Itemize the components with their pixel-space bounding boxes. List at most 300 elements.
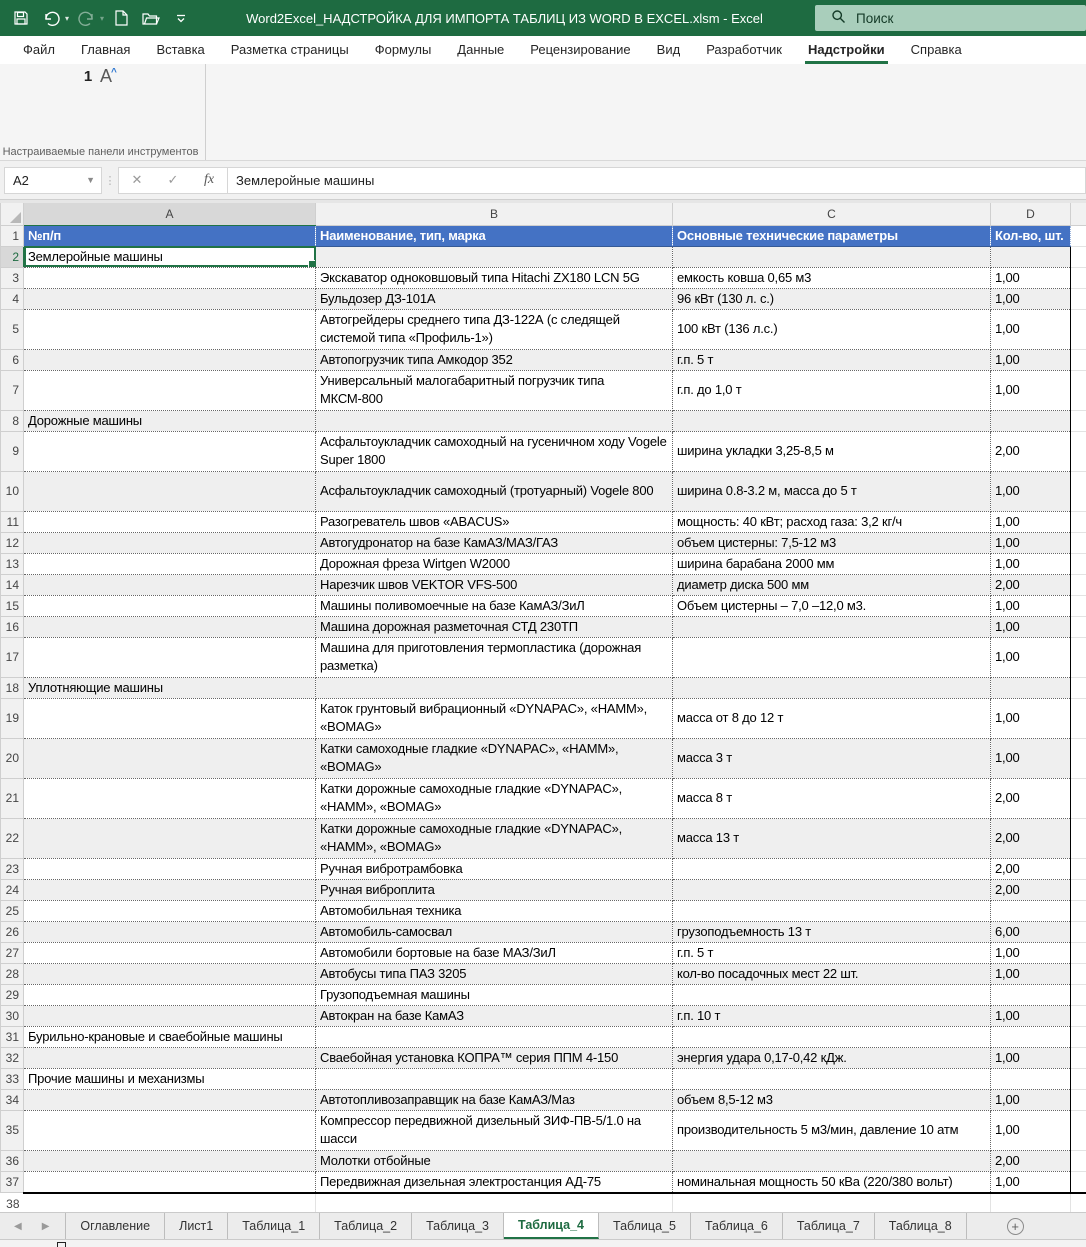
cell-D9[interactable]: 2,00: [991, 431, 1071, 471]
cell-A32[interactable]: [24, 1047, 316, 1068]
cell-B31[interactable]: [316, 1026, 673, 1047]
cell-A22[interactable]: [24, 818, 316, 858]
spreadsheet: [0, 203, 1086, 1212]
cell-D29[interactable]: [991, 984, 1071, 1005]
grid-row-17: [1, 637, 1086, 677]
cell-E3[interactable]: [1071, 267, 1086, 288]
sheet-nav-right-icon[interactable]: ▶: [41, 1220, 50, 1232]
cell-B34[interactable]: Автотопливозаправщик на базе КамАЗ/Маз: [316, 1089, 673, 1110]
row-header-17[interactable]: 17: [1, 637, 24, 677]
cell-E8[interactable]: [1071, 410, 1086, 431]
cell-A29[interactable]: [24, 984, 316, 1005]
ribbon-group-label: Настраиваемые панели инструментов: [2, 146, 199, 158]
cell-C18[interactable]: [673, 677, 991, 698]
grid-row-29: [1, 984, 1086, 1005]
cell-D6[interactable]: 1,00: [991, 349, 1071, 370]
cell-C6[interactable]: г.п. 5 т: [673, 349, 991, 370]
cell-A16[interactable]: [24, 616, 316, 637]
cell-A4[interactable]: [24, 288, 316, 309]
cell-C1[interactable]: Основные технические параметры: [673, 225, 991, 246]
cell-E11[interactable]: [1071, 511, 1086, 532]
cell-C35[interactable]: производительность 5 м3/мин, давление 10 атм: [673, 1110, 991, 1150]
cell-E27[interactable]: [1071, 942, 1086, 963]
cell-C23[interactable]: [673, 858, 991, 879]
cell-D21[interactable]: 2,00: [991, 778, 1071, 818]
cell-D10[interactable]: 1,00: [991, 471, 1071, 511]
row-header-37[interactable]: 37: [1, 1171, 24, 1193]
row-header-29[interactable]: 29: [1, 984, 24, 1005]
cell-D17[interactable]: 1,00: [991, 637, 1071, 677]
cell-C9[interactable]: ширина укладки 3,25-8,5 м: [673, 431, 991, 471]
grid-row-32: [1, 1047, 1086, 1068]
row-header-30[interactable]: 30: [1, 1005, 24, 1026]
cell-E19[interactable]: [1071, 698, 1086, 738]
cell-B33[interactable]: [316, 1068, 673, 1089]
row-header-38[interactable]: 38: [1, 1193, 24, 1213]
row-header-5[interactable]: 5: [1, 309, 24, 349]
undo-dropdown-icon[interactable]: ▾: [65, 13, 70, 23]
cell-B10[interactable]: Асфальтоукладчик самоходный (тротуарный) Vogele 800: [316, 471, 673, 511]
cell-A14[interactable]: [24, 574, 316, 595]
row-header-18[interactable]: 18: [1, 677, 24, 698]
cell-A28[interactable]: [24, 963, 316, 984]
cell-B16[interactable]: Машина дорожная разметочная СТД 230ТП: [316, 616, 673, 637]
cell-A20[interactable]: [24, 738, 316, 778]
row-header-25[interactable]: 25: [1, 900, 24, 921]
cell-B37[interactable]: Передвижная дизельная электростанция АД-75: [316, 1171, 673, 1193]
cell-B2[interactable]: [316, 246, 673, 267]
sheet-tabs: [65, 1213, 966, 1239]
cell-A9[interactable]: [24, 431, 316, 471]
grid-row-19: [1, 698, 1086, 738]
cell-E30[interactable]: [1071, 1005, 1086, 1026]
cell-B26[interactable]: Автомобиль-самосвал: [316, 921, 673, 942]
row-header-11[interactable]: 11: [1, 511, 24, 532]
cell-E21[interactable]: [1071, 778, 1086, 818]
cell-A37[interactable]: [24, 1171, 316, 1193]
cell-E25[interactable]: [1071, 900, 1086, 921]
row-header-13[interactable]: 13: [1, 553, 24, 574]
sheet-tab-Таблица_1[interactable]: Таблица_1: [228, 1213, 320, 1239]
row-header-20[interactable]: 20: [1, 738, 24, 778]
cell-D14[interactable]: 2,00: [991, 574, 1071, 595]
cell-B12[interactable]: Автогудронатор на базе КамАЗ/МАЗ/ГАЗ: [316, 532, 673, 553]
customize-qat-icon[interactable]: [168, 5, 194, 31]
cell-D3[interactable]: 1,00: [991, 267, 1071, 288]
sheet-tab-Таблица_6[interactable]: Таблица_6: [691, 1213, 783, 1239]
cell-B20[interactable]: Катки самоходные гладкие «DYNAPAC», «HAMM», «BOMAG»: [316, 738, 673, 778]
cell-E18[interactable]: [1071, 677, 1086, 698]
cell-D31[interactable]: [991, 1026, 1071, 1047]
status-bar: [0, 1239, 1086, 1247]
ribbon-tab-Вставка[interactable]: Вставка: [156, 42, 205, 57]
cell-B3[interactable]: Экскаватор одноковшовый типа Hitachi ZX180 LCN 5G: [316, 267, 673, 288]
cell-A18[interactable]: Уплотняющие машины: [24, 677, 316, 698]
cell-B22[interactable]: Катки дорожные самоходные гладкие «DYNAPAC», «HAMM», «BOMAG»: [316, 818, 673, 858]
grid-row-15: [1, 595, 1086, 616]
cell-D19[interactable]: 1,00: [991, 698, 1071, 738]
cell-E15[interactable]: [1071, 595, 1086, 616]
cell-B13[interactable]: Дорожная фреза Wirtgen W2000: [316, 553, 673, 574]
row-header-6[interactable]: 6: [1, 349, 24, 370]
cell-C2[interactable]: [673, 246, 991, 267]
ribbon-tab-Разработчик[interactable]: Разработчик: [706, 42, 782, 57]
cell-D34[interactable]: 1,00: [991, 1089, 1071, 1110]
status-bar-icon: [57, 1242, 66, 1247]
cell-E10[interactable]: [1071, 471, 1086, 511]
cell-C15[interactable]: Объем цистерны – 7,0 –12,0 м3.: [673, 595, 991, 616]
cell-B7[interactable]: Универсальный малогабаритный погрузчик типа МКСМ-800: [316, 370, 673, 410]
cell-A12[interactable]: [24, 532, 316, 553]
ribbon-tab-Файл[interactable]: Файл: [23, 42, 55, 57]
cell-B21[interactable]: Катки дорожные самоходные гладкие «DYNAPAC», «HAMM», «BOMAG»: [316, 778, 673, 818]
grid-row-14: [1, 574, 1086, 595]
cell-B27[interactable]: Автомобили бортовые на базе МАЗ/ЗиЛ: [316, 942, 673, 963]
name-box-dropdown-icon[interactable]: ▼: [86, 175, 95, 185]
custom-toolbar-button-1[interactable]: 1: [83, 68, 93, 85]
cell-B17[interactable]: Машина для приготовления термопластика (дорожная разметка): [316, 637, 673, 677]
cell-E29[interactable]: [1071, 984, 1086, 1005]
ribbon-tab-Главная[interactable]: Главная: [80, 42, 131, 57]
cell-C17[interactable]: [673, 637, 991, 677]
cell-D11[interactable]: 1,00: [991, 511, 1071, 532]
cell-D13[interactable]: 1,00: [991, 553, 1071, 574]
cell-E33[interactable]: [1071, 1068, 1086, 1089]
cell-A6[interactable]: [24, 349, 316, 370]
row-header-34[interactable]: 34: [1, 1089, 24, 1110]
cell-D23[interactable]: 2,00: [991, 858, 1071, 879]
cell-A19[interactable]: [24, 698, 316, 738]
cell-B25[interactable]: Автомобильная техника: [316, 900, 673, 921]
cell-B24[interactable]: Ручная виброплита: [316, 879, 673, 900]
cell-D20[interactable]: 1,00: [991, 738, 1071, 778]
cell-B19[interactable]: Каток грунтовый вибрационный «DYNAPAC», «HAMM», «BOMAG»: [316, 698, 673, 738]
sheet-tab-Лист1[interactable]: Лист1: [165, 1213, 228, 1239]
cell-A26[interactable]: [24, 921, 316, 942]
row-header-1[interactable]: 1: [1, 225, 24, 246]
cell-C26[interactable]: грузоподъемность 13 т: [673, 921, 991, 942]
cell-D28[interactable]: 1,00: [991, 963, 1071, 984]
cell-E1[interactable]: [1071, 225, 1086, 246]
cell-A10[interactable]: [24, 471, 316, 511]
sheet-tab-Таблица_4[interactable]: Таблица_4: [504, 1213, 599, 1239]
ribbon-tab-Надстройки[interactable]: Надстройки: [795, 38, 898, 64]
cell-C13[interactable]: ширина барабана 2000 мм: [673, 553, 991, 574]
row-header-19[interactable]: 19: [1, 698, 24, 738]
cell-E36[interactable]: [1071, 1150, 1086, 1171]
cell-C19[interactable]: масса от 8 до 12 т: [673, 698, 991, 738]
ribbon-body: [0, 64, 1086, 161]
grid-row-10: [1, 471, 1086, 511]
cell-C7[interactable]: г.п. до 1,0 т: [673, 370, 991, 410]
ribbon-tab-Вид[interactable]: Вид: [656, 42, 681, 57]
cell-D4[interactable]: 1,00: [991, 288, 1071, 309]
row-header-33[interactable]: 33: [1, 1068, 24, 1089]
cell-B14[interactable]: Нарезчик швов VEKTOR VFS-500: [316, 574, 673, 595]
grid-row-20: [1, 738, 1086, 778]
redo-icon: [73, 5, 99, 31]
cell-A23[interactable]: [24, 858, 316, 879]
cell-C25[interactable]: [673, 900, 991, 921]
cell-C20[interactable]: масса 3 т: [673, 738, 991, 778]
row-header-15[interactable]: 15: [1, 595, 24, 616]
cell-E22[interactable]: [1071, 818, 1086, 858]
cell-E20[interactable]: [1071, 738, 1086, 778]
cell-B32[interactable]: Сваебойная установка КОПРА™ серия ППМ 4-150: [316, 1047, 673, 1068]
cell-C12[interactable]: объем цистерны: 7,5-12 м3: [673, 532, 991, 553]
row-header-36[interactable]: 36: [1, 1150, 24, 1171]
cell-C32[interactable]: энергия удара 0,17-0,42 кДж.: [673, 1047, 991, 1068]
cell-C36[interactable]: [673, 1150, 991, 1171]
redo-dropdown-icon: ▾: [100, 13, 105, 23]
ribbon-tab-Формулы[interactable]: Формулы: [374, 42, 432, 57]
formula-buttons: [118, 167, 228, 194]
sheet-nav: [0, 1213, 65, 1239]
cell-D24[interactable]: 2,00: [991, 879, 1071, 900]
cell-E23[interactable]: [1071, 858, 1086, 879]
row-header-12[interactable]: 12: [1, 532, 24, 553]
cell-E31[interactable]: [1071, 1026, 1086, 1047]
cell-D12[interactable]: 1,00: [991, 532, 1071, 553]
sheet-tab-Таблица_3[interactable]: Таблица_3: [412, 1213, 504, 1239]
cell-D5[interactable]: 1,00: [991, 309, 1071, 349]
cell-C5[interactable]: 100 кВт (136 л.с.): [673, 309, 991, 349]
cell-E34[interactable]: [1071, 1089, 1086, 1110]
row-header-8[interactable]: 8: [1, 410, 24, 431]
cell-E12[interactable]: [1071, 532, 1086, 553]
cell-D15[interactable]: 1,00: [991, 595, 1071, 616]
row-header-23[interactable]: 23: [1, 858, 24, 879]
cell-A30[interactable]: [24, 1005, 316, 1026]
row-header-2[interactable]: 2: [1, 246, 24, 267]
row-header-4[interactable]: 4: [1, 288, 24, 309]
cell-B5[interactable]: Автогрейдеры среднего типа ДЗ-122А (с следящей системой типа «Профиль-1»): [316, 309, 673, 349]
sheet-tab-Таблица_5[interactable]: Таблица_5: [599, 1213, 691, 1239]
cell-A25[interactable]: [24, 900, 316, 921]
cell-A35[interactable]: [24, 1110, 316, 1150]
cell-D26[interactable]: 6,00: [991, 921, 1071, 942]
cell-E28[interactable]: [1071, 963, 1086, 984]
cell-C24[interactable]: [673, 879, 991, 900]
cell-A17[interactable]: [24, 637, 316, 677]
cell-D32[interactable]: 1,00: [991, 1047, 1071, 1068]
column-header-B[interactable]: B: [316, 203, 673, 225]
cell-D30[interactable]: 1,00: [991, 1005, 1071, 1026]
cell-A33[interactable]: Прочие машины и механизмы: [24, 1068, 316, 1089]
cell-A31[interactable]: Бурильно-крановые и сваебойные машины: [24, 1026, 316, 1047]
cell-D27[interactable]: 1,00: [991, 942, 1071, 963]
enter-icon[interactable]: ✓: [167, 172, 179, 187]
cell-B35[interactable]: Компрессор передвижной дизельный ЗИФ-ПВ-5/1.0 на шасси: [316, 1110, 673, 1150]
cell-C38[interactable]: [673, 1193, 991, 1213]
cell-E4[interactable]: [1071, 288, 1086, 309]
cell-B30[interactable]: Автокран на базе КамАЗ: [316, 1005, 673, 1026]
cell-C8[interactable]: [673, 410, 991, 431]
cell-C3[interactable]: емкость ковша 0,65 м3: [673, 267, 991, 288]
cell-C10[interactable]: ширина 0.8-3.2 м, масса до 5 т: [673, 471, 991, 511]
row-header-35[interactable]: 35: [1, 1110, 24, 1150]
cell-A36[interactable]: [24, 1150, 316, 1171]
cell-D7[interactable]: 1,00: [991, 370, 1071, 410]
cell-B6[interactable]: Автопогрузчик типа Амкодор 352: [316, 349, 673, 370]
sheet-tab-Таблица_2[interactable]: Таблица_2: [320, 1213, 412, 1239]
cell-E6[interactable]: [1071, 349, 1086, 370]
sheet-tab-Таблица_7[interactable]: Таблица_7: [783, 1213, 875, 1239]
row-header-24[interactable]: 24: [1, 879, 24, 900]
ribbon-tab-Справка[interactable]: Справка: [910, 42, 962, 57]
cell-B28[interactable]: Автобусы типа ПАЗ 3205: [316, 963, 673, 984]
cell-A8[interactable]: Дорожные машины: [24, 410, 316, 431]
new-file-icon[interactable]: [108, 5, 134, 31]
column-header-D[interactable]: D: [991, 203, 1071, 225]
cell-A13[interactable]: [24, 553, 316, 574]
cell-C14[interactable]: диаметр диска 500 мм: [673, 574, 991, 595]
cell-B4[interactable]: Бульдозер ДЗ-101А: [316, 288, 673, 309]
cell-C30[interactable]: г.п. 10 т: [673, 1005, 991, 1026]
cell-B36[interactable]: Молотки отбойные: [316, 1150, 673, 1171]
cell-A11[interactable]: [24, 511, 316, 532]
cell-E2[interactable]: [1071, 246, 1086, 267]
cell-E9[interactable]: [1071, 431, 1086, 471]
column-header-E[interactable]: [1071, 203, 1086, 225]
cell-A2[interactable]: Землеройные машины: [24, 246, 316, 267]
cell-D36[interactable]: 2,00: [991, 1150, 1071, 1171]
cell-D1[interactable]: Кол-во, шт.: [991, 225, 1071, 246]
cell-C33[interactable]: [673, 1068, 991, 1089]
cell-D37[interactable]: 1,00: [991, 1171, 1071, 1193]
search-box[interactable]: [815, 5, 1086, 31]
open-folder-icon[interactable]: [138, 5, 164, 31]
grid-row-12: [1, 532, 1086, 553]
cell-B8[interactable]: [316, 410, 673, 431]
grid-row-9: [1, 431, 1086, 471]
add-sheet-button[interactable]: [1007, 1213, 1024, 1239]
cell-C27[interactable]: г.п. 5 т: [673, 942, 991, 963]
cell-A27[interactable]: [24, 942, 316, 963]
select-all-corner[interactable]: [1, 203, 24, 225]
cell-B9[interactable]: Асфальтоукладчик самоходный на гусеничном ходу Vogele Super 1800: [316, 431, 673, 471]
cell-E38[interactable]: [1071, 1193, 1086, 1213]
grid-row-36: [1, 1150, 1086, 1171]
sheet-tab-Таблица_8[interactable]: Таблица_8: [875, 1213, 967, 1239]
row-header-14[interactable]: 14: [1, 574, 24, 595]
column-header-A[interactable]: A: [24, 203, 316, 225]
cell-E14[interactable]: [1071, 574, 1086, 595]
row-header-26[interactable]: 26: [1, 921, 24, 942]
cell-E24[interactable]: [1071, 879, 1086, 900]
cell-D38[interactable]: [991, 1193, 1071, 1213]
cell-A7[interactable]: [24, 370, 316, 410]
cell-A38[interactable]: [24, 1193, 316, 1213]
cell-A34[interactable]: [24, 1089, 316, 1110]
cell-E5[interactable]: [1071, 309, 1086, 349]
cell-C22[interactable]: масса 13 т: [673, 818, 991, 858]
cell-A15[interactable]: [24, 595, 316, 616]
row-header-16[interactable]: 16: [1, 616, 24, 637]
cell-D2[interactable]: [991, 246, 1071, 267]
cell-D22[interactable]: 2,00: [991, 818, 1071, 858]
formula-input[interactable]: Землеройные машины: [228, 167, 1086, 194]
save-icon[interactable]: [8, 5, 34, 31]
row-header-22[interactable]: 22: [1, 818, 24, 858]
cell-B38[interactable]: [316, 1193, 673, 1213]
cell-A21[interactable]: [24, 778, 316, 818]
grid-row-37: [1, 1171, 1086, 1193]
cell-C21[interactable]: масса 8 т: [673, 778, 991, 818]
cell-A24[interactable]: [24, 879, 316, 900]
row-header-7[interactable]: 7: [1, 370, 24, 410]
cell-E26[interactable]: [1071, 921, 1086, 942]
column-header-C[interactable]: C: [673, 203, 991, 225]
row-header-21[interactable]: 21: [1, 778, 24, 818]
grid-row-11: [1, 511, 1086, 532]
cell-D33[interactable]: [991, 1068, 1071, 1089]
cell-E13[interactable]: [1071, 553, 1086, 574]
cell-E32[interactable]: [1071, 1047, 1086, 1068]
cell-B23[interactable]: Ручная вибротрамбовка: [316, 858, 673, 879]
row-header-27[interactable]: 27: [1, 942, 24, 963]
cell-B11[interactable]: Разогреватель швов «ABACUS»: [316, 511, 673, 532]
cell-B15[interactable]: Машины поливомоечные на базе КамАЗ/ЗиЛ: [316, 595, 673, 616]
sheet-nav-left-icon[interactable]: ◀: [14, 1220, 22, 1232]
undo-icon[interactable]: [38, 5, 64, 31]
row-header-31[interactable]: 31: [1, 1026, 24, 1047]
cell-D8[interactable]: [991, 410, 1071, 431]
cell-D18[interactable]: [991, 677, 1071, 698]
row-header-10[interactable]: 10: [1, 471, 24, 511]
cell-A5[interactable]: [24, 309, 316, 349]
cell-C11[interactable]: мощность: 40 кВт; расход газа: 3,2 кг/ч: [673, 511, 991, 532]
row-header-3[interactable]: 3: [1, 267, 24, 288]
ribbon-tab-Рецензирование[interactable]: Рецензирование: [530, 42, 631, 57]
cell-C16[interactable]: [673, 616, 991, 637]
cell-B1[interactable]: Наименование, тип, марка: [316, 225, 673, 246]
cancel-icon[interactable]: ✕: [131, 172, 143, 187]
cell-C31[interactable]: [673, 1026, 991, 1047]
cell-C29[interactable]: [673, 984, 991, 1005]
cell-E37[interactable]: [1071, 1171, 1086, 1193]
cell-B18[interactable]: [316, 677, 673, 698]
cell-C37[interactable]: номинальная мощность 50 кВа (220/380 вольт): [673, 1171, 991, 1193]
cell-C4[interactable]: 96 кВт (130 л. с.): [673, 288, 991, 309]
cell-D35[interactable]: 1,00: [991, 1110, 1071, 1150]
cell-C28[interactable]: кол-во посадочных мест 22 шт.: [673, 963, 991, 984]
custom-toolbar-button-font[interactable]: A^: [100, 66, 117, 86]
row-header-32[interactable]: 32: [1, 1047, 24, 1068]
name-box[interactable]: A2 ▼: [4, 167, 102, 194]
grid-row-38: [1, 1193, 1086, 1213]
search-icon: [831, 9, 846, 27]
row-header-28[interactable]: 28: [1, 963, 24, 984]
ribbon-tab-Разметка страницы[interactable]: Разметка страницы: [230, 42, 349, 57]
cell-B29[interactable]: Грузоподъемная машины: [316, 984, 673, 1005]
cell-E16[interactable]: [1071, 616, 1086, 637]
cell-A1[interactable]: №п/п: [24, 225, 316, 246]
row-header-9[interactable]: 9: [1, 431, 24, 471]
grid-row-1: [1, 225, 1086, 246]
cell-C34[interactable]: объем 8,5-12 м3: [673, 1089, 991, 1110]
cell-D25[interactable]: [991, 900, 1071, 921]
ribbon-tab-Данные[interactable]: Данные: [457, 42, 505, 57]
grid-row-27: [1, 942, 1086, 963]
cell-A3[interactable]: [24, 267, 316, 288]
cell-E17[interactable]: [1071, 637, 1086, 677]
cell-E35[interactable]: [1071, 1110, 1086, 1150]
sheet-tab-Оглавление[interactable]: Оглавление: [65, 1213, 165, 1239]
insert-function-icon[interactable]: fx: [203, 172, 215, 187]
cell-E7[interactable]: [1071, 370, 1086, 410]
cell-D16[interactable]: 1,00: [991, 616, 1071, 637]
